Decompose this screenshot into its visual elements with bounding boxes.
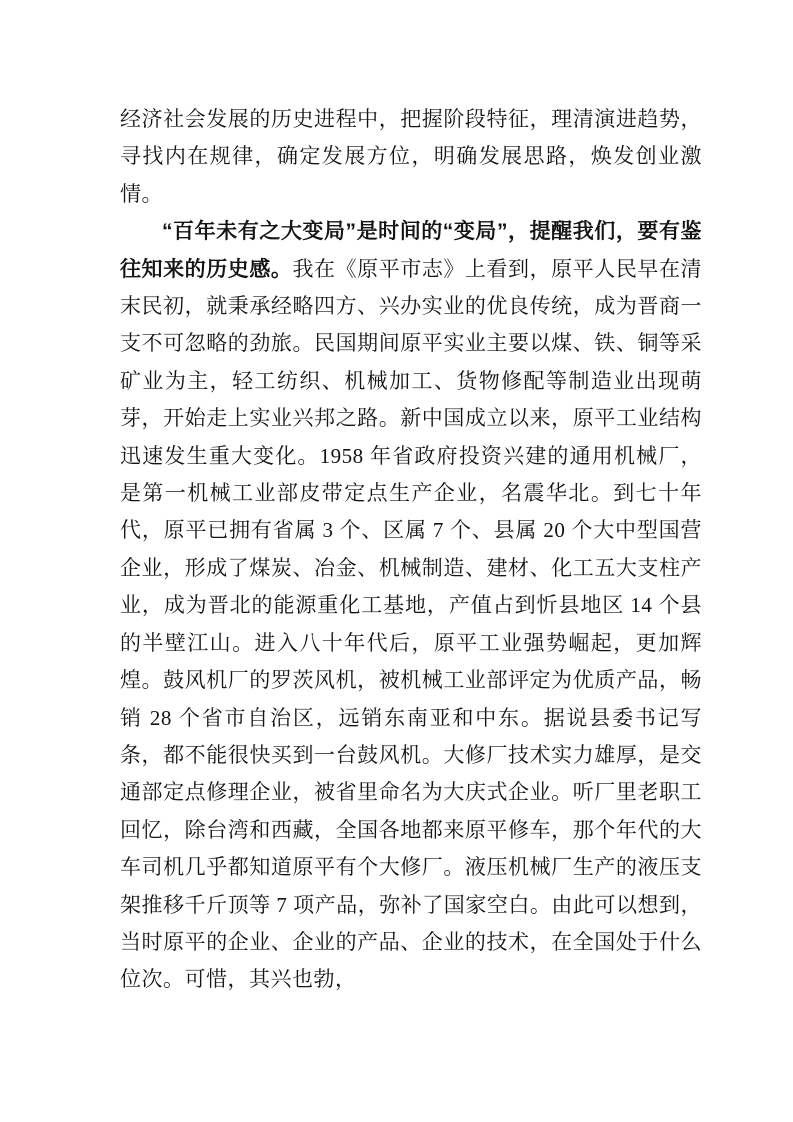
text-segment: 经济社会发展的历史进程中，把握阶段特征，理清演进趋势，寻找内在规律，确定发展方位，明确发展思路，焕发创业激情。 xyxy=(120,107,702,206)
paragraph xyxy=(120,101,702,213)
document-body xyxy=(120,101,702,999)
bold-text-segment: “百年未有之大变局”是时间的“变局”，提醒我们，要有鉴往知来的历史感。 xyxy=(120,220,702,281)
paragraph xyxy=(120,213,702,999)
text-segment: 我在《原平市志》上看到，原平人民早在清末民初，就秉承经略四方、兴办实业的优良传统，成为晋商一支不可忽略的劲旅。民国期间原平实业主要以煤、铁、铜等采矿业为主，轻工纺织、机械加工、货物修配等制造业出现萌芽，开始走上实业兴邦之路。新中国成立以来，原平工业结构迅速发生重大变化。1958 年省政府投资兴建的通用机械厂，是第一机械工业部皮带定点生产企业，名震华北。到七十年代，原平已拥有省属 3 个、区属 7 个、县属 20 个大中型国营企业，形成了煤炭、冶金、机械制造、建材、化工五大支柱产业，成为晋北的能源重化工基地，产值占到忻县地区 14 个县的半壁江山。进入八十年代后，原平工业强势崛起，更加辉煌。鼓风机厂的罗茨风机，被机械工业部评定为优质产品，畅销 28 个省市自治区，远销东南亚和中东。据说县委书记写条，都不能很快买到一台鼓风机。大修厂技术实力雄厚，是交通部定点修理企业，被省里命名为大庆式企业。听厂里老职工回忆，除台湾和西藏，全国各地都来原平修车，那个年代的大车司机几乎都知道原平有个大修厂。液压机械厂生产的液压支架推移千斤顶等 7 项产品，弥补了国家空白。由此可以想到，当时原平的企业、企业的产品、企业的技术，在全国处于什么位次。可惜，其兴也勃， xyxy=(120,256,703,992)
